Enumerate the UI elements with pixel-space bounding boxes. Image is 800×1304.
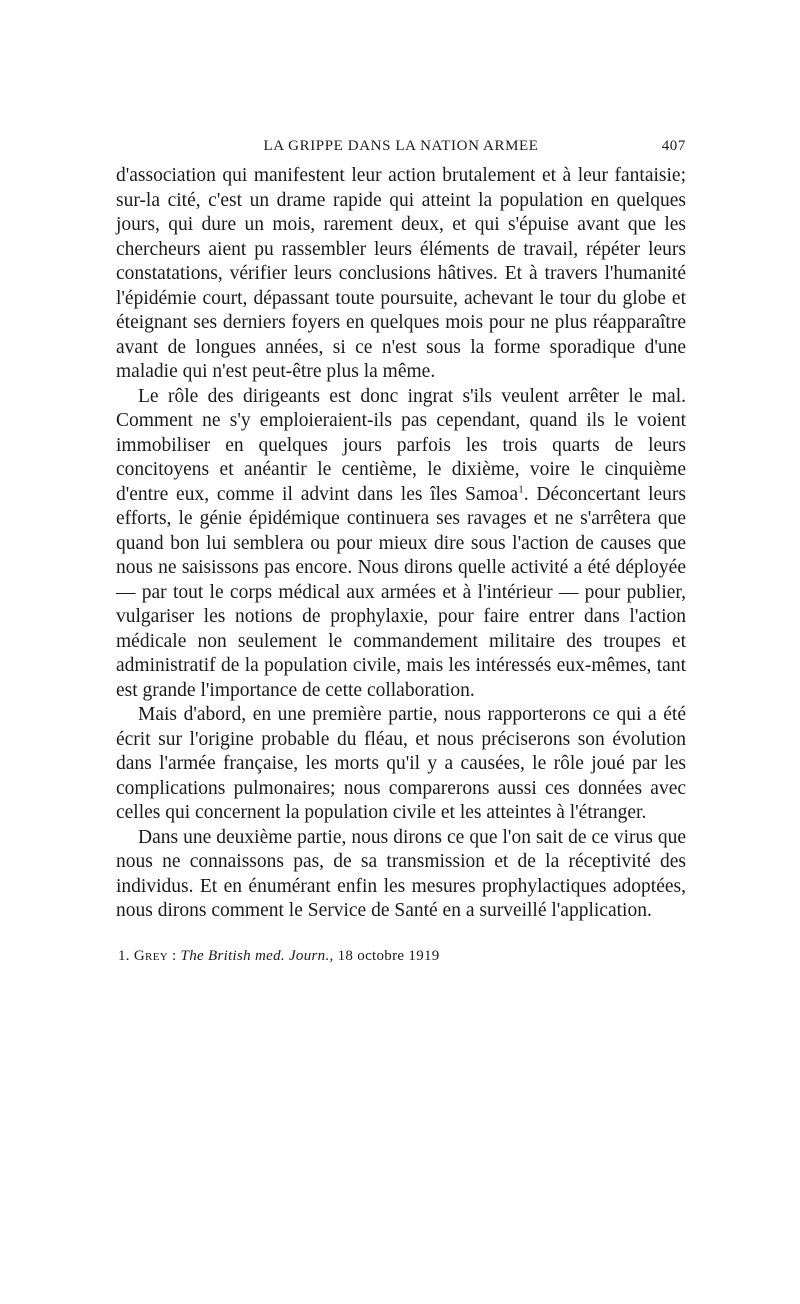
running-head	[116, 138, 686, 164]
footnote-separator: :	[167, 947, 181, 964]
page-number: 407	[661, 138, 686, 154]
footnote	[116, 946, 686, 966]
footnote-reference[interactable]: 1	[518, 483, 524, 495]
paragraph-4: Dans une deuxième partie, nous dirons ce que l'on sait de ce virus que nous ne connaissons pas, de sa transmission et de la réceptivité des individus. Et en énumérant enfin les mesures prophylactiques adoptées, nous dirons comment le Service de Santé en a surveillé l'application.	[116, 826, 686, 921]
book-page	[116, 138, 686, 966]
footnote-author: Grey	[133, 947, 168, 964]
paragraph-2-text-a: Le rôle des dirigeants est donc ingrat s'ils veulent arrêter le mal. Comment ne s'y emploieraient-ils pas cependant, quand ils le voient immobiliser en quelques jours parfois les trois quarts de leurs concitoyens et anéantir le centième, le dixième, voire le cinquième d'entre eux, comme il advint dans les îles Samoa	[116, 385, 686, 505]
paragraph-2-text-b: . Déconcertant leurs efforts, le génie épidémique continuera ses ravages et ne s'arrêtera que quand bon lui semblera ou pour mieux dire sous l'action de causes que nous ne saisissons pas encore. Nous dirons quelle activité a été déployée — par tout le corps médical aux armées et à l'intérieur — pour publier, vulgariser les notions de prophylaxie, pour faire entrer dans l'action médicale non seulement le commandement militaire des troupes et administratif de la population civile, mais les intéressés eux-mêmes, tant est grande l'importance de cette collaboration.	[116, 483, 687, 701]
paragraph-3: Mais d'abord, en une première partie, nous rapporterons ce qui a été écrit sur l'origine probable du fléau, et nous préciserons son évolution dans l'armée française, les morts qu'il y a causées, le rôle joué par les complications pulmonaires; nous comparerons aussi ces données avec celles qui concernent la population civile et les atteintes à l'étranger.	[116, 704, 686, 823]
paragraph-1: d'association qui manifestent leur action brutalement et à leur fantaisie; sur-la cité, c'est un drame rapide qui atteint la population en quelques jours, qui dure un mois, rarement deux, et qui s'épuise avant que les chercheurs aient pu rassembler leurs éléments de travail, répéter leurs constatations, vérifier leurs conclusions hâtives. Et à travers l'humanité l'épidémie court, dépassant toute poursuite, achevant le tour du globe et éteignant ses derniers foyers en quelques mois pour ne plus réapparaître avant de longues années, si ce n'est sous la forme sporadique d'une maladie qui n'est peut-être plus la même.	[116, 165, 686, 382]
running-title: LA GRIPPE DANS LA NATION ARMEE	[263, 138, 539, 154]
body-text	[116, 164, 686, 924]
footnote-number: 1.	[118, 947, 130, 964]
footnote-date: , 18 octobre 1919	[329, 947, 440, 964]
footnote-journal: The British med. Journ.	[180, 947, 330, 964]
paragraph-2	[116, 385, 686, 704]
